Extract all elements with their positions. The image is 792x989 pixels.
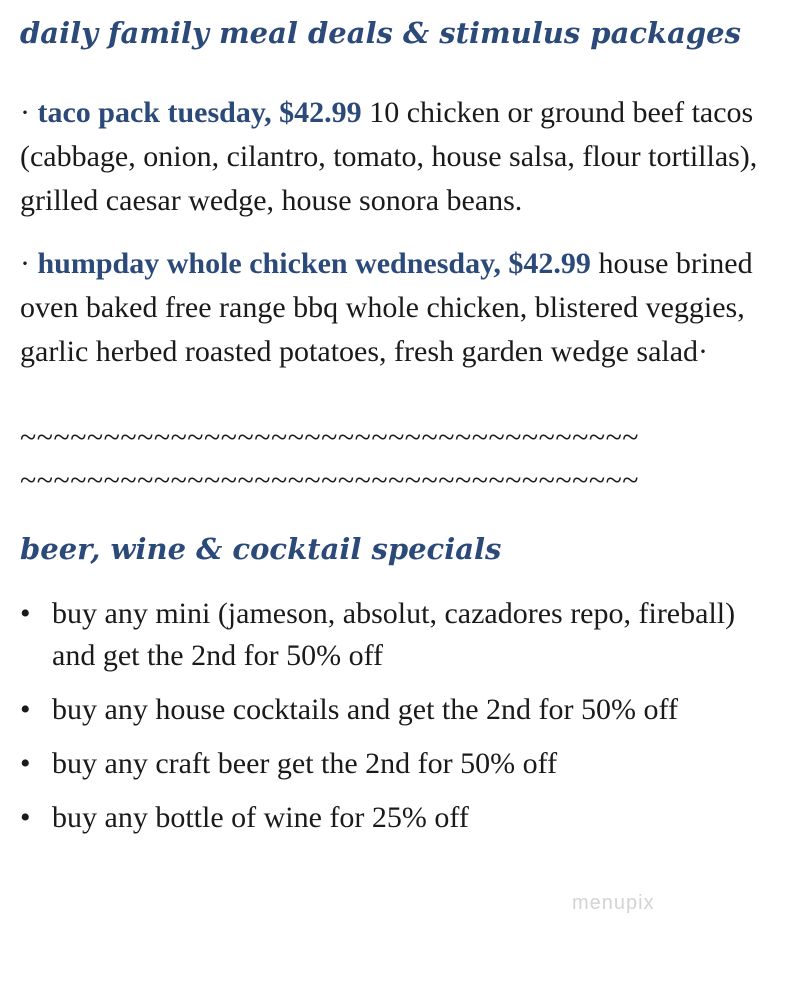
list-item: [20, 797, 780, 839]
deal-name: taco pack tuesday, $42.99: [37, 96, 362, 129]
special-text: buy any bottle of wine for 25% off: [52, 801, 469, 834]
deal-prefix: ·: [20, 96, 38, 129]
special-text: buy any house cocktails and get the 2nd for 50% off: [52, 693, 678, 726]
deal-taco-pack: [20, 91, 780, 223]
meal-deals-heading: daily family meal deals & stimulus packages: [20, 16, 741, 50]
menu-page: [20, 12, 780, 851]
deal-description: 10 chicken or ground beef tacos (cabbage, onion, cilantro, tomato, house salsa, flour tortillas), grilled caesar wedge, house sonora beans.: [20, 96, 758, 217]
deal-description: house brined oven baked free range bbq whole chicken, blistered veggies, garlic herbed roasted potatoes, fresh garden wedge salad·: [20, 247, 753, 368]
deal-name: humpday whole chicken wednesday, $42.99: [37, 247, 591, 280]
list-item: [20, 689, 780, 731]
bullet-icon: •: [20, 597, 31, 630]
bullet-icon: •: [20, 747, 31, 780]
drink-specials-heading: beer, wine & cocktail specials: [20, 532, 502, 566]
wave-divider-bottom: ~~~~~~~~~~~~~~~~~~~~~~~~~~~~~~~~~~~~~: [20, 464, 640, 497]
bullet-icon: •: [20, 693, 31, 726]
drink-specials-list: [20, 593, 780, 839]
special-text: buy any craft beer get the 2nd for 50% off: [52, 747, 558, 780]
bullet-icon: •: [20, 801, 31, 834]
watermark: menupix: [572, 892, 655, 914]
special-text: buy any mini (jameson, absolut, cazadores repo, fireball) and get the 2nd for 50% off: [52, 597, 736, 672]
deal-prefix: ·: [20, 247, 38, 280]
list-item: [20, 743, 780, 785]
wave-divider-top: ~~~~~~~~~~~~~~~~~~~~~~~~~~~~~~~~~~~~~: [20, 421, 640, 454]
deal-whole-chicken: [20, 242, 780, 374]
list-item: [20, 593, 780, 677]
